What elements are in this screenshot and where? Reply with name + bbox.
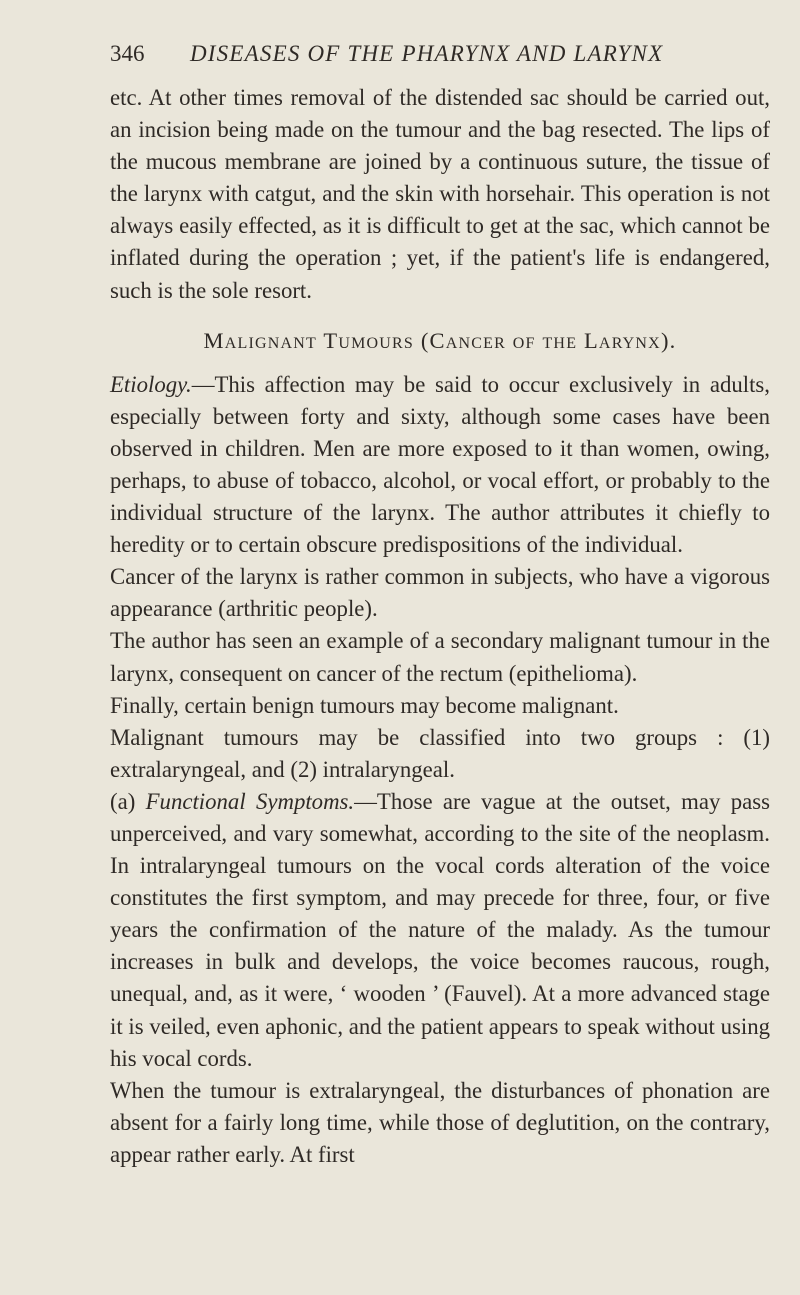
section-heading: Malignant Tumours (Cancer of the Larynx). <box>203 327 677 353</box>
paragraph-etiology <box>110 369 770 562</box>
functional-symptoms-label: Functional Symptoms. <box>135 788 355 814</box>
book-page <box>110 38 770 1171</box>
etiology-text: —This affection may be said to occur exclusively in adults, especially between forty and sixty, although some cases have been observed in children. Men are more exposed to it than women, owing, perhaps, to abuse of tobacco, alcohol, or vocal effort, or probably to the individual structure of the larynx. The author attributes it chiefly to heredity or to certain obscure predispositions of the individual. <box>110 371 770 558</box>
paragraph-5: Finally, certain benign tumours may become malignant. <box>110 692 619 718</box>
paragraph-3: Cancer of the larynx is rather common in subjects, who have a vigorous appearance (arthritic people). <box>110 564 770 622</box>
paragraph-6: Malignant tumours may be classified into two groups : (1) extralaryngeal, and (2) intralaryngeal. <box>110 724 770 782</box>
paragraph-8: When the tumour is extralaryngeal, the disturbances of phonation are absent for a fairly long time, while those of deglutition, on the contrary, appear rather early. At first <box>110 1077 770 1167</box>
etiology-label: Etiology. <box>110 371 192 397</box>
paragraph-4: The author has seen an example of a secondary malignant tumour in the larynx, consequent on cancer of the rectum (epithelioma). <box>110 628 770 686</box>
section-letter: (a) <box>110 788 136 814</box>
running-head <box>110 38 770 70</box>
body-text <box>110 82 770 1171</box>
running-title: DISEASES OF THE PHARYNX AND LARYNX <box>190 41 664 66</box>
page-number: 346 <box>110 41 145 66</box>
paragraph-functional-symptoms <box>110 786 770 1075</box>
functional-symptoms-text: —Those are vague at the outset, may pass unperceived, and vary somewhat, according to the site of the neoplasm. In intralaryngeal tumours on the vocal cords alteration of the voice constitutes the first symptom, and may precede for three, four, or five years the confirmation of the nature of the malady. As the tumour increases in bulk and develops, the voice becomes raucous, rough, unequal, and, as it were, ‘ wooden ’ (Fauvel). At a more advanced stage it is veiled, even aphonic, and the patient appears to speak without using his vocal cords. <box>110 788 770 1071</box>
paragraph-1: etc. At other times removal of the distended sac should be carried out, an incision being made on the tumour and the bag resected. The lips of the mucous membrane are joined by a continuous suture, the tissue of the larynx with catgut, and the skin with horsehair. This operation is not always easily effected, as it is difficult to get at the sac, which cannot be inflated during the operation ; yet, if the patient's life is endangered, such is the sole resort. <box>110 85 770 303</box>
